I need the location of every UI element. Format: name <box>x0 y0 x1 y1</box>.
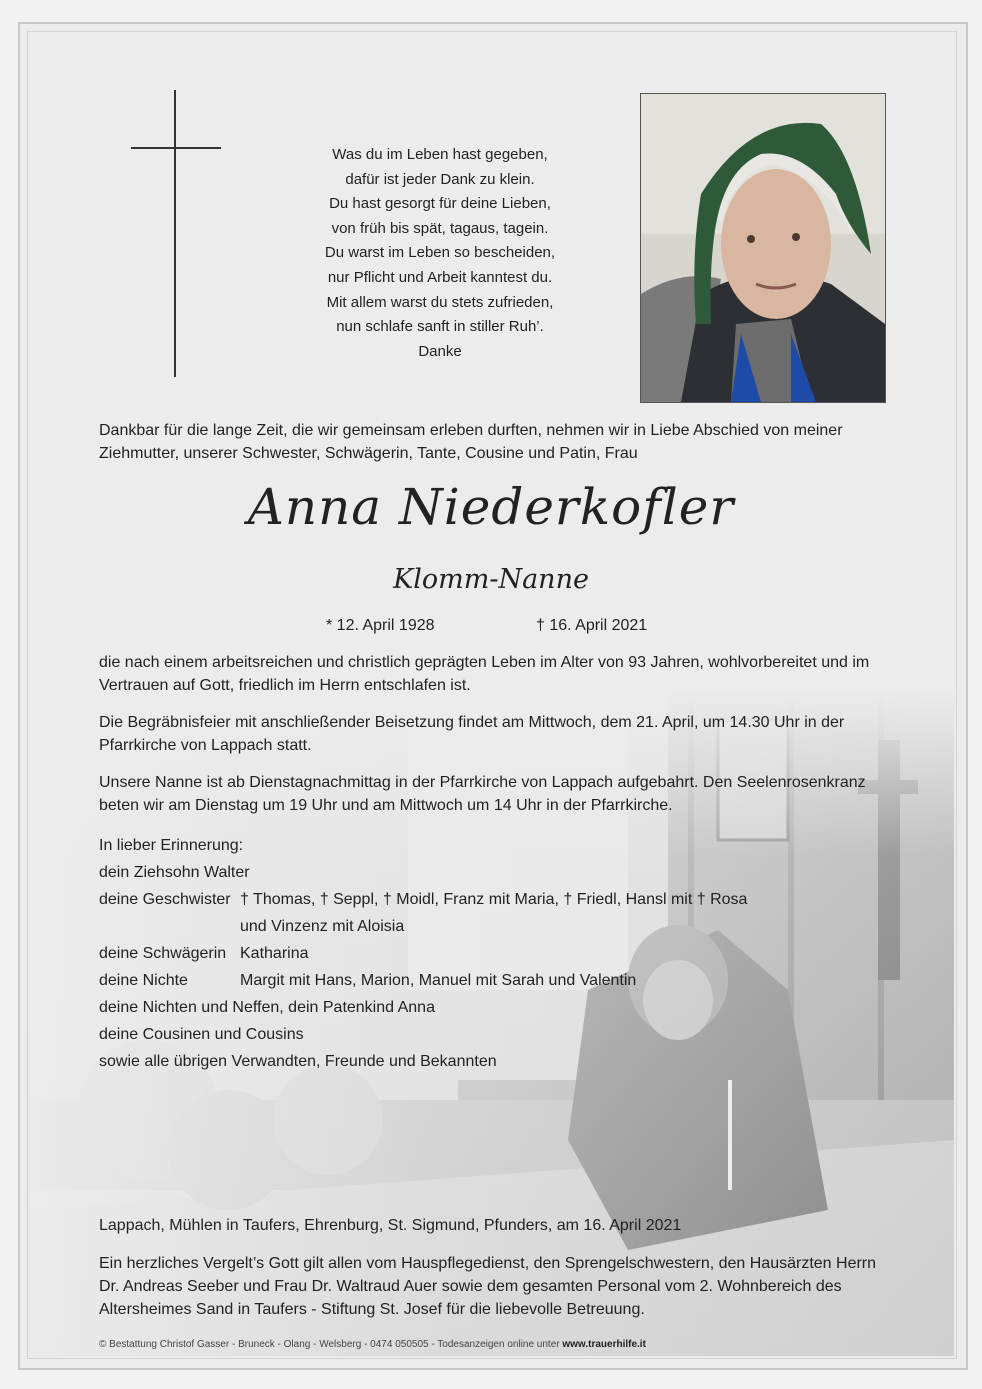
poem-line: Du warst im Leben so bescheiden, <box>324 244 556 262</box>
relation-label: deine Geschwister <box>99 891 231 908</box>
relation-names: Katharina <box>240 945 309 962</box>
footer <box>99 1339 646 1350</box>
poem <box>300 143 580 364</box>
cross-icon-bar <box>131 147 221 149</box>
relation-names: † Thomas, † Seppl, † Moidl, Franz mit Maria, † Friedl, Hansl mit † Rosa <box>240 891 748 908</box>
relation-names: Margit mit Hans, Marion, Manuel mit Sarah und Valentin <box>240 972 637 989</box>
relation-names-continued: und Vinzenz mit Aloisia <box>240 918 405 935</box>
mourner-entry: deine Nichten und Neffen, dein Patenkind Anna <box>99 999 435 1016</box>
poem-line: Mit allem warst du stets zufrieden, <box>326 293 554 311</box>
poem-line: nur Pflicht und Arbeit kanntest du. <box>327 268 553 286</box>
poem-line: Danke <box>418 342 462 360</box>
relation-label: deine Schwägerin <box>99 945 227 962</box>
poem-line: dafür ist jeder Dank zu klein. <box>345 170 535 188</box>
life-paragraph: die nach einem arbeitsreichen und christlich geprägten Leben im Alter von 93 Jahren, wohlvorbereitet und im Vertrauen auf Gott, friedlich im Herrn entschlafen ist. <box>99 654 870 694</box>
mourner-entry: deine Cousinen und Cousins <box>99 1026 304 1043</box>
deceased-name: Anna Niederkofler <box>247 478 735 536</box>
portrait-photo <box>640 93 886 403</box>
mourner-entry: dein Ziehsohn Walter <box>99 864 250 881</box>
birth-date: * 12. April 1928 <box>326 617 435 634</box>
cross-icon <box>174 90 176 377</box>
poem-line: von früh bis spät, tagaus, tagein. <box>331 219 549 237</box>
mourners-heading: In lieber Erinnerung: <box>99 837 244 854</box>
rosary-paragraph: Unsere Nanne ist ab Dienstagnachmittag in der Pfarrkirche von Lappach aufgebahrt. Den Seelenrosenkranz beten wir am Dienstag um 19 Uhr und am Mittwoch um 14 Uhr in der Pfarrkirche. <box>99 774 866 814</box>
nickname: Klomm-Nanne <box>393 564 589 595</box>
intro-text: Dankbar für die lange Zeit, die wir gemeinsam erleben durften, nehmen wir in Liebe Abschied von meiner Ziehmutter, unserer Schwester, Schwägerin, Tante, Cousine und Patin, Frau <box>99 422 843 462</box>
relation-label: deine Nichte <box>99 972 188 989</box>
death-date: † 16. April 2021 <box>536 617 648 634</box>
poem-line: nun schlafe sanft in stiller Ruh’. <box>336 318 544 336</box>
footer-link[interactable]: www.trauerhilfe.it <box>562 1339 646 1350</box>
place-date-line: Lappach, Mühlen in Taufers, Ehrenburg, St. Sigmund, Pfunders, am 16. April 2021 <box>99 1217 682 1234</box>
funeral-paragraph: Die Begräbnisfeier mit anschließender Beisetzung findet am Mittwoch, dem 21. April, um 14.30 Uhr in der Pfarrkirche von Lappach statt. <box>99 714 845 754</box>
mourner-entry: sowie alle übrigen Verwandten, Freunde und Bekannten <box>99 1053 497 1070</box>
poem-line: Du hast gesorgt für deine Lieben, <box>329 195 551 213</box>
footer-text: © Bestattung Christof Gasser - Bruneck - Olang - Welsberg - 0474 050505 - Todesanzeigen online unter <box>99 1339 560 1350</box>
poem-line: Was du im Leben hast gegeben, <box>332 146 548 163</box>
thanks-paragraph: Ein herzliches Vergelt’s Gott gilt allen vom Hauspflegedienst, den Sprengelschwestern, den Hausärzten Herrn Dr. Andreas Seeber und Frau Dr. Waltraud Auer sowie dem gesamten Personal vom 2. Wohnbereich des Altersheimes Sand in Taufers - Stiftung St. Josef für die liebevolle Betreuung. <box>99 1255 877 1318</box>
